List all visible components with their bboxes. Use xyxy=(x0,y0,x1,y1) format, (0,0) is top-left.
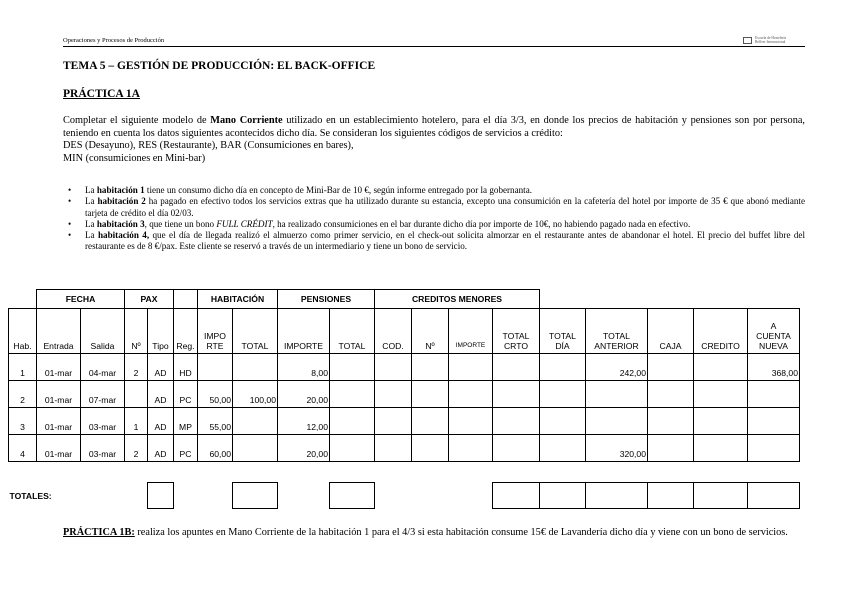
group-creditos: CREDITOS MENORES xyxy=(375,290,540,309)
col-total-crto: TOTAL CRTO xyxy=(493,309,540,354)
totals-label: TOTALES: xyxy=(9,490,52,501)
col-cod: COD. xyxy=(375,309,412,354)
col-tipo: Tipo xyxy=(148,309,174,354)
col-a-cuenta-nueva: A CUENTA NUEVA xyxy=(748,309,800,354)
table-row: 4 01-mar 03-mar 2 AD PC 60,00 20,00 320,00 xyxy=(9,435,800,462)
col-caja: CAJA xyxy=(648,309,694,354)
col-total-pens: TOTAL xyxy=(330,309,375,354)
total-crto-box xyxy=(493,483,540,509)
col-n: Nº xyxy=(125,309,148,354)
total-credito-box xyxy=(694,483,748,509)
col-salida: Salida xyxy=(81,309,125,354)
logo-mark-icon xyxy=(743,37,752,44)
total-dia-box xyxy=(540,483,586,509)
intro-codes-line-1: DES (Desayuno), RES (Restaurante), BAR (Consumiciones en bares), xyxy=(63,140,354,152)
list-item: • La habitación 1 tiene un consumo dicho día en concepto de Mini-Bar de 10 €, según informe entregado por la gobernanta. xyxy=(63,185,805,196)
total-pax-box xyxy=(148,483,174,509)
header-course-title: Operaciones y Procesos de Producción xyxy=(63,37,165,44)
practica-1b-label: PRÁCTICA 1B: xyxy=(63,527,135,538)
table-row: 1 01-mar 04-mar 2 AD HD 8,00 242,00 368,00 xyxy=(9,354,800,381)
logo-line-2: Bellver Internacional xyxy=(755,40,786,45)
total-pens-box xyxy=(330,483,375,509)
col-cred-importe: IMPORTE xyxy=(449,309,493,354)
total-nueva-box xyxy=(748,483,800,509)
col-credito: CREDITO xyxy=(694,309,748,354)
intro-paragraph: Completar el siguiente modelo de Mano Corriente utilizado en un establecimiento hotelero, para el día 3/3, en donde los precios de habitación y pensiones son por persona, teniendo en cuenta los datos siguientes acontecidos dicho día. Se consideran los siguientes códigos de servicios a crédito: xyxy=(63,115,805,139)
col-total-anterior: TOTAL ANTERIOR xyxy=(586,309,648,354)
col-cred-n: Nº xyxy=(412,309,449,354)
total-caja-box xyxy=(648,483,694,509)
group-habitacion: HABITACIÓN xyxy=(198,290,278,309)
room-facts-list xyxy=(63,185,805,253)
col-total-dia: TOTAL DÍA xyxy=(540,309,586,354)
list-item: • La habitación 2 ha pagado en efectivo todos los servicios extras que ha utilizado durante su estancia, excepto una consumición en la cafetería del hotel por importe de 35 € que abonó mediante tarjeta de crédito el día 02/03. xyxy=(63,196,805,219)
totals-row xyxy=(9,483,800,509)
col-entrada: Entrada xyxy=(37,309,81,354)
col-importe-pens: IMPORTE xyxy=(278,309,330,354)
group-pax: PAX xyxy=(125,290,174,309)
col-importe-hab: IMPO RTE xyxy=(198,309,233,354)
page-header xyxy=(63,37,805,47)
mano-corriente-table xyxy=(8,289,800,509)
col-total-hab: TOTAL xyxy=(233,309,278,354)
group-pensiones: PENSIONES xyxy=(278,290,375,309)
intro-text xyxy=(63,115,805,165)
col-hab: Hab. xyxy=(9,309,37,354)
school-logo xyxy=(743,36,805,45)
table-row: 3 01-mar 03-mar 1 AD MP 55,00 12,00 xyxy=(9,408,800,435)
list-item: • La habitación 4, que el día de llegada realizó el almuerzo como primer servicio, en el check-out solicita almorzar en el restaurante antes de abandonar el hotel. El precio del buffet libre del restaurante es de 8 €/pax. Este cliente se reservó a través de un intermediario y tiene un bono de servicio. xyxy=(63,230,805,253)
col-reg: Reg. xyxy=(174,309,198,354)
practica-1b-text: realiza los apuntes en Mano Corriente de la habitación 1 para el 4/3 si esta habitación consume 15€ de Lavandería dicho día y viene con un bono de servicios. xyxy=(134,527,788,538)
logo-line-1: Escuela de Hostelería xyxy=(755,36,787,40)
table-row: 2 01-mar 07-mar AD PC 50,00 100,00 20,00 xyxy=(9,381,800,408)
page-title: TEMA 5 – GESTIÓN DE PRODUCCIÓN: EL BACK-OFFICE xyxy=(63,60,376,72)
total-anterior-box xyxy=(586,483,648,509)
group-fecha: FECHA xyxy=(37,290,125,309)
practica-1b xyxy=(63,527,805,540)
section-title-1a: PRÁCTICA 1A xyxy=(63,88,140,100)
intro-codes-line-2: MIN (consumiciones en Mini-bar) xyxy=(63,152,206,164)
total-hab-box xyxy=(233,483,278,509)
list-item: • La habitación 3, que tiene un bono FULL CRÉDIT, ha realizado consumiciones en el bar durante dicho día por importe de 10€, no habiendo pagado nada en efectivo. xyxy=(63,219,805,230)
